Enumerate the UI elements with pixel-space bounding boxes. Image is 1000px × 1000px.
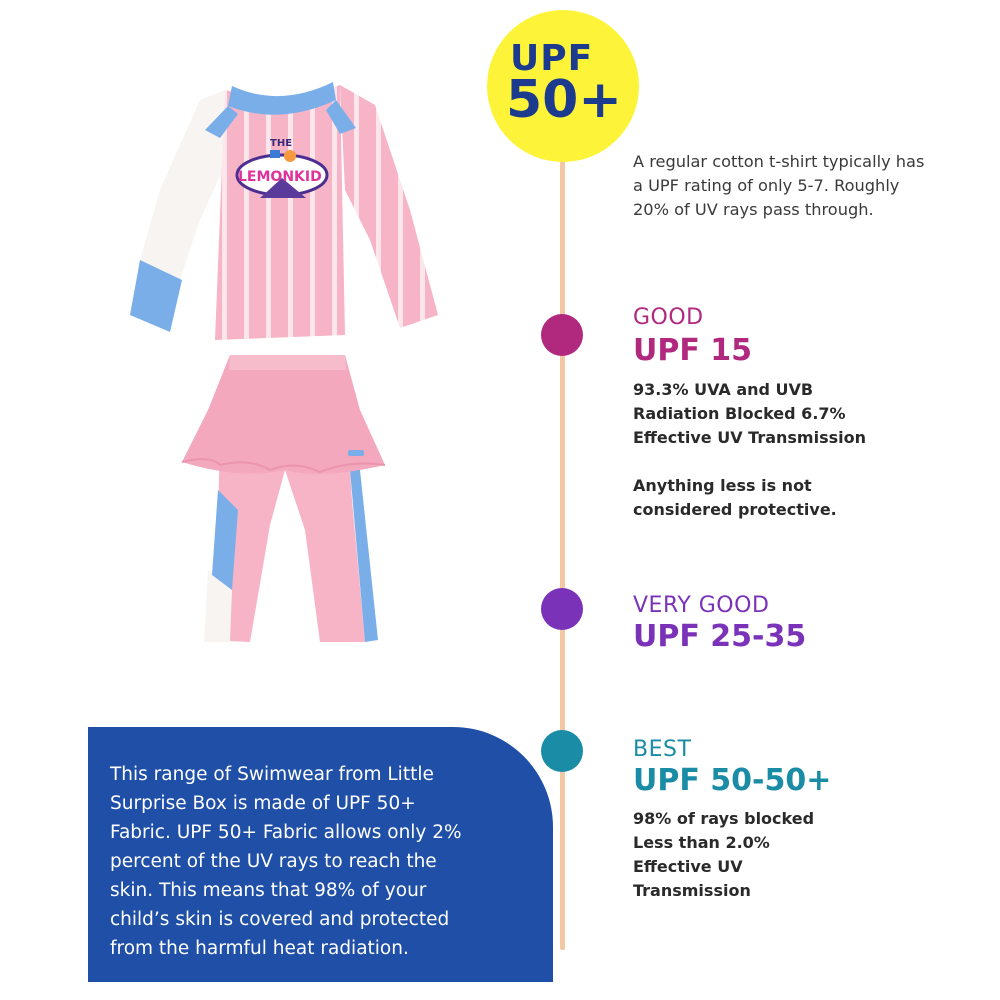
- product-description-line: This range of Swimwear from Little: [110, 764, 434, 785]
- product-description-line: Surprise Box is made of UPF 50+: [110, 793, 416, 814]
- best-label: BEST: [633, 737, 692, 762]
- best-description-line: Transmission: [633, 881, 751, 900]
- good-dot: [541, 314, 583, 356]
- best-description-line: 98% of rays blocked: [633, 809, 815, 828]
- good-label: GOOD: [633, 305, 704, 330]
- good-description-line: Anything less is not: [633, 476, 812, 495]
- badge-upf-label: UPF: [510, 38, 594, 79]
- very-good-dot: [541, 588, 583, 630]
- product-description-line: percent of the UV rays to reach the: [110, 851, 437, 872]
- good-description-line: considered protective.: [633, 500, 837, 519]
- good-description-line: Radiation Blocked 6.7%: [633, 404, 846, 423]
- best-value: UPF 50-50+: [633, 763, 832, 798]
- swimwear-illustration: [120, 70, 450, 650]
- good-value: UPF 15: [633, 333, 753, 368]
- badge-upf-value: 50+: [506, 70, 622, 130]
- best-description-line: Effective UV: [633, 857, 743, 876]
- intro-text: A regular cotton t-shirt typically has a UPF rating of only 5-7. Roughly 20% of UV rays pass through.: [633, 152, 925, 219]
- skirt-leggings-icon: [182, 355, 385, 642]
- best-dot: [541, 730, 583, 772]
- product-description-line: skin. This means that 98% of your: [110, 880, 427, 901]
- very-good-label: VERY GOOD: [633, 593, 770, 618]
- good-description: [633, 378, 963, 522]
- shirt-icon: [130, 82, 438, 340]
- shirt-logo-top: THE: [270, 138, 293, 149]
- best-description: [633, 807, 963, 903]
- product-description-line: Fabric. UPF 50+ Fabric allows only 2%: [110, 822, 462, 843]
- product-description-line: from the harmful heat radiation.: [110, 938, 409, 959]
- good-description-line: 93.3% UVA and UVB: [633, 380, 814, 399]
- product-description-line: child’s skin is covered and protected: [110, 909, 450, 930]
- very-good-value: UPF 25-35: [633, 619, 807, 654]
- good-description-spacer: [633, 450, 963, 474]
- good-description-line: Effective UV Transmission: [633, 428, 866, 447]
- timeline-line: [560, 140, 565, 950]
- product-description: [110, 760, 502, 963]
- best-description-line: Less than 2.0%: [633, 833, 770, 852]
- shirt-logo-main: LEMONKID: [238, 169, 322, 185]
